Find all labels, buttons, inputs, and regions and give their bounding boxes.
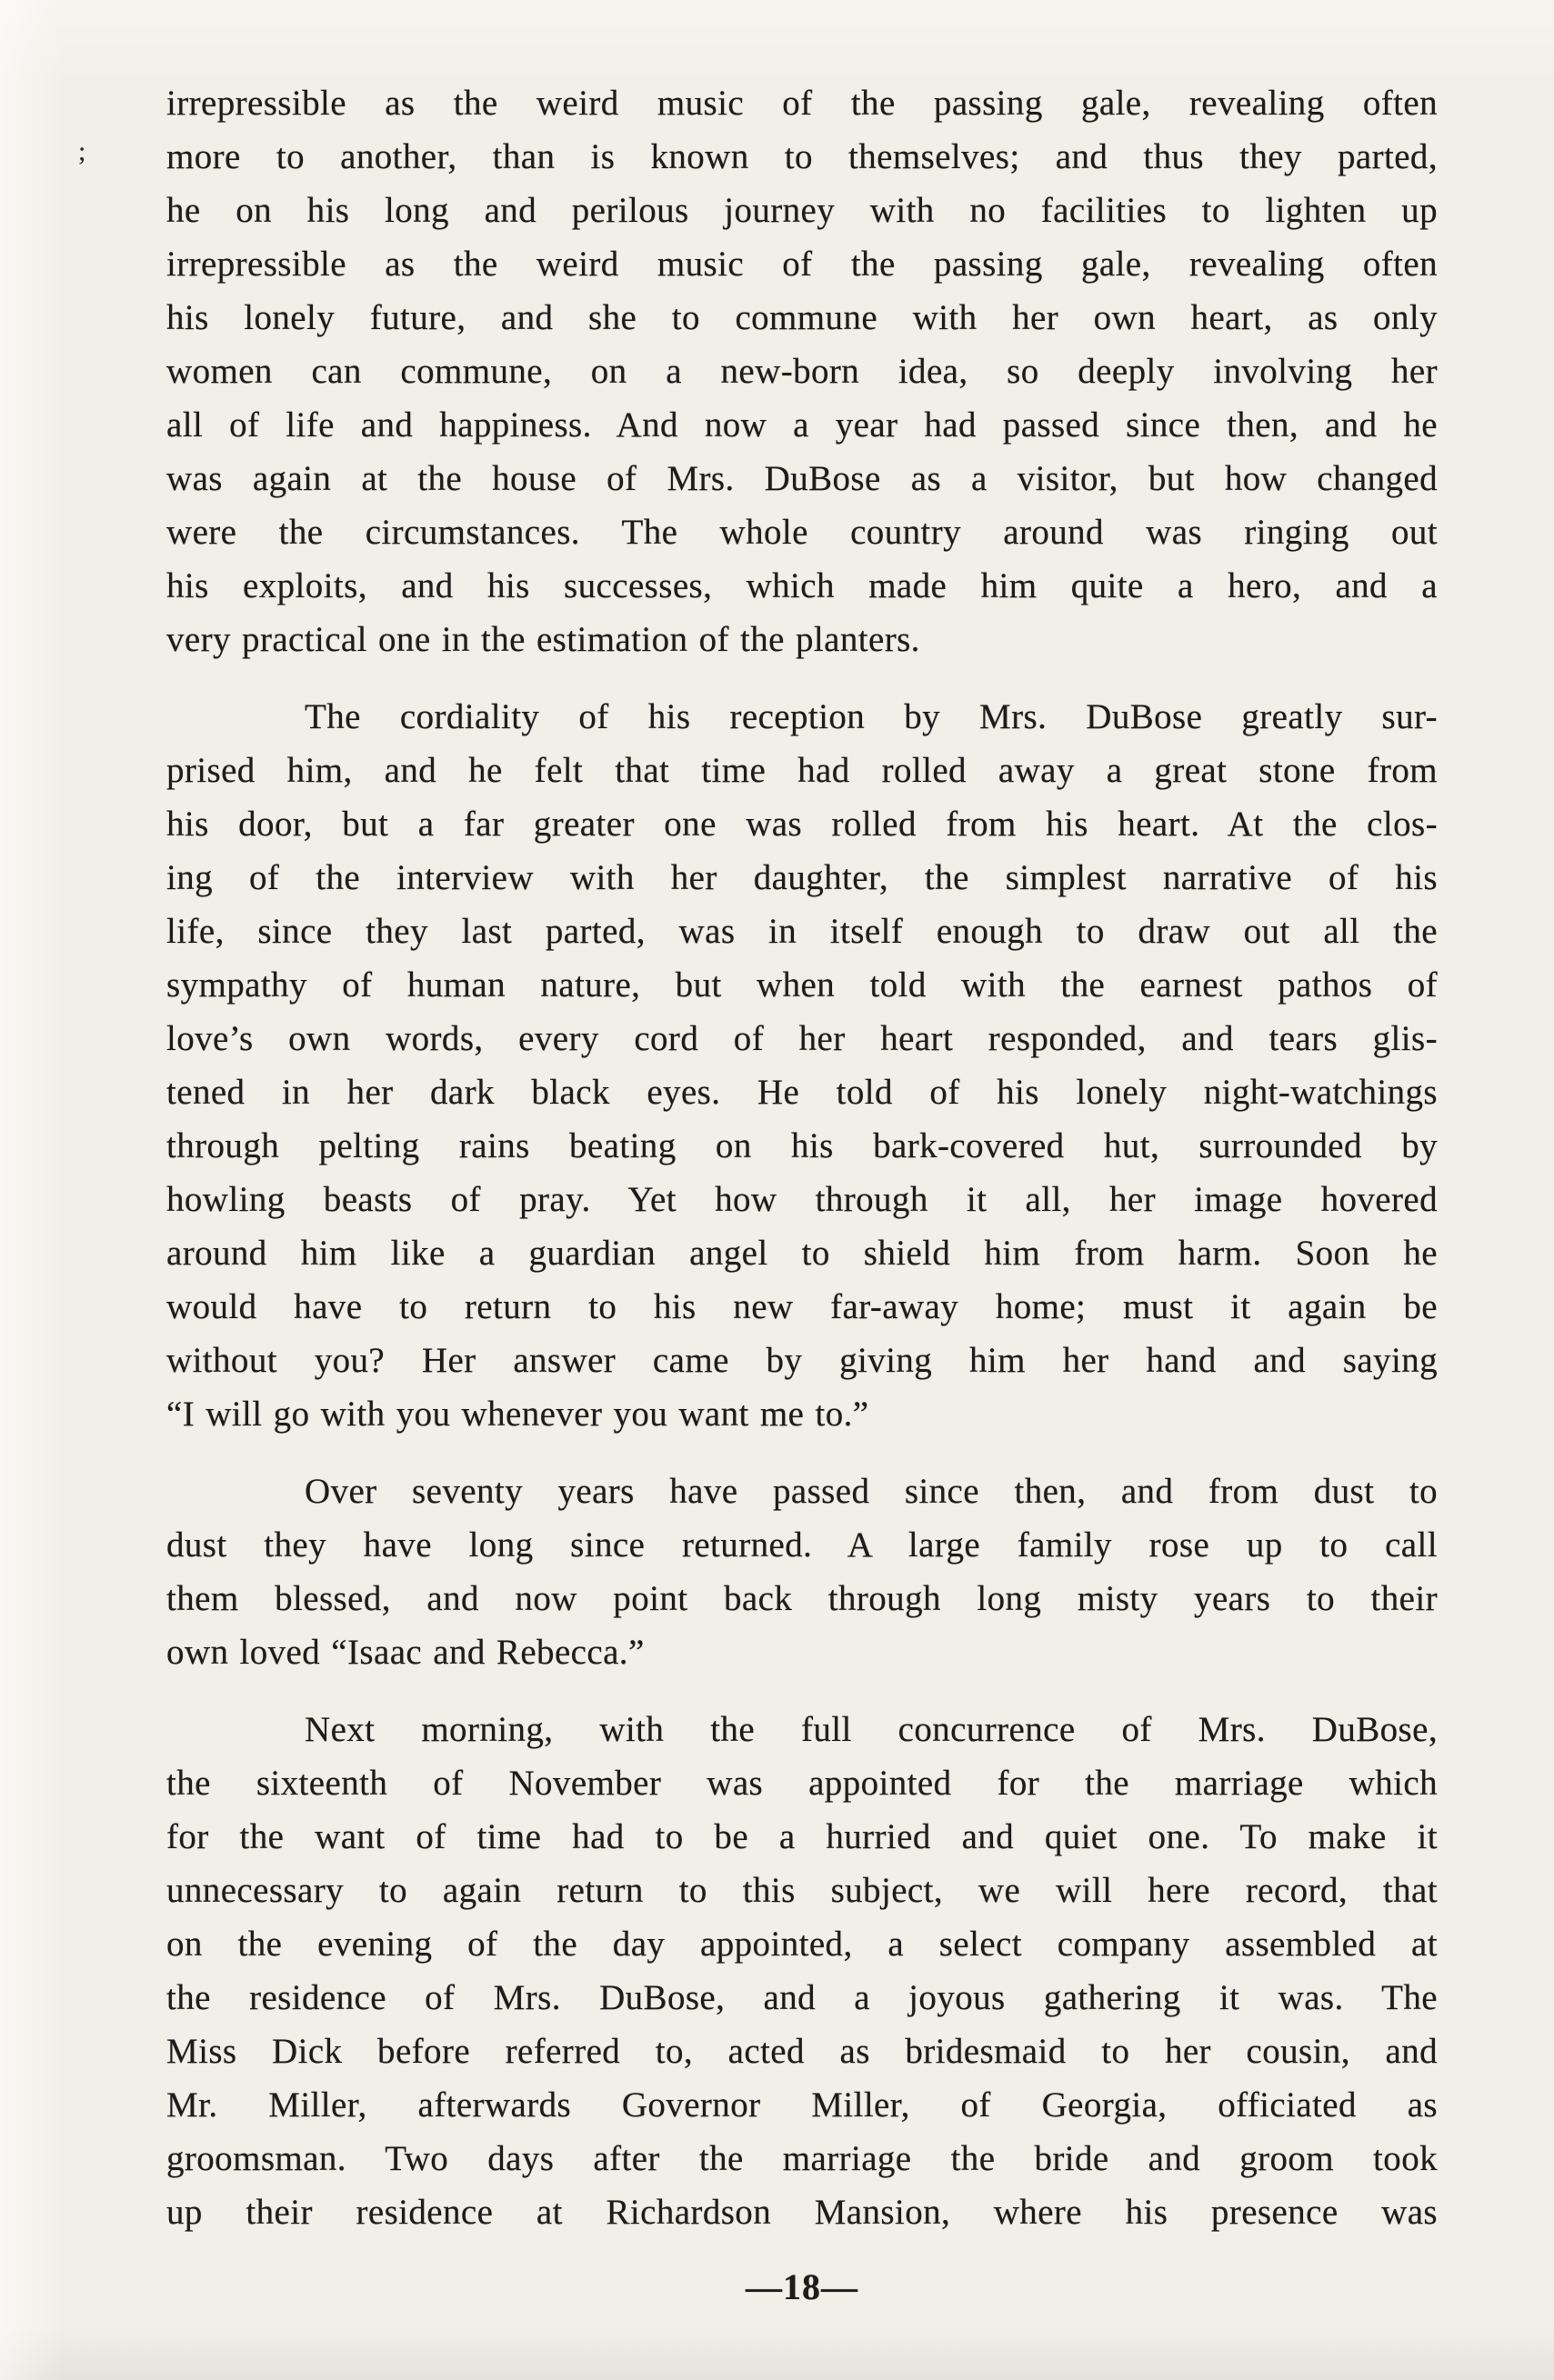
text-line: for the want of time had to be a hurried and quiet one. To make it bbox=[166, 1817, 1438, 1856]
text-line: them blessed, and now point back through long misty years to their bbox=[166, 1579, 1438, 1618]
text-line: would have to return to his new far-away home; must it again be bbox=[166, 1287, 1438, 1326]
text-line: very practical one in the estimation of the planters. bbox=[166, 620, 920, 659]
text-line: his door, but a far greater one was rolled from his heart. At the clos- bbox=[166, 805, 1438, 844]
text-line: the residence of Mrs. DuBose, and a joyous gathering it was. The bbox=[166, 1978, 1438, 2017]
text-line: irrepressible as the weird music of the passing gale, revealing often bbox=[166, 245, 1438, 284]
text-line: without you? Her answer came by giving him her hand and saying bbox=[166, 1341, 1438, 1380]
text-line: the sixteenth of November was appointed for the marriage which bbox=[166, 1764, 1438, 1803]
text-line: life, since they last parted, was in itself enough to draw out all the bbox=[166, 912, 1438, 951]
text-line: groomsman. Two days after the marriage the bride and groom took bbox=[166, 2139, 1438, 2178]
text-line: Miss Dick before referred to, acted as bridesmaid to her cousin, and bbox=[166, 2032, 1438, 2071]
paragraph bbox=[166, 1465, 1438, 1679]
text-line: Next morning, with the full concurrence of Mrs. DuBose, bbox=[305, 1710, 1438, 1749]
text-line: around him like a guardian angel to shield him from harm. Soon he bbox=[166, 1234, 1438, 1273]
text-line: howling beasts of pray. Yet how through it all, her image hovered bbox=[166, 1180, 1438, 1219]
text-line: love’s own words, every cord of her heart responded, and tears glis- bbox=[166, 1019, 1438, 1058]
text-line: prised him, and he felt that time had rolled away a great stone from bbox=[166, 751, 1438, 790]
text-line: irrepressible as the weird music of the passing gale, revealing often bbox=[166, 84, 1438, 123]
text-line: Over seventy years have passed since then, and from dust to bbox=[305, 1472, 1438, 1511]
page-text-block bbox=[166, 76, 1438, 2239]
page-number: —18— bbox=[746, 2266, 858, 2307]
text-line: his lonely future, and she to commune with her own heart, as only bbox=[166, 298, 1438, 337]
text-line: own loved “Isaac and Rebecca.” bbox=[166, 1633, 645, 1672]
text-line: his exploits, and his successes, which made him quite a hero, and a bbox=[166, 566, 1438, 605]
paragraph bbox=[166, 1703, 1438, 2239]
paragraph bbox=[166, 690, 1438, 1441]
text-line: ing of the interview with her daughter, the simplest narrative of his bbox=[166, 858, 1438, 897]
text-line: dust they have long since returned. A large family rose up to call bbox=[166, 1525, 1438, 1565]
text-line: were the circumstances. The whole country around was ringing out bbox=[166, 513, 1438, 552]
text-line: “I will go with you whenever you want me to.” bbox=[166, 1395, 869, 1434]
text-line: up their residence at Richardson Mansion, where his presence was bbox=[166, 2193, 1438, 2232]
text-line: through pelting rains beating on his bark-covered hut, surrounded by bbox=[166, 1126, 1438, 1165]
text-line: The cordiality of his reception by Mrs. DuBose greatly sur- bbox=[305, 697, 1438, 736]
text-line: more to another, than is known to themselves; and thus they parted, bbox=[166, 137, 1438, 176]
text-line: all of life and happiness. And now a year had passed since then, and he bbox=[166, 405, 1438, 445]
margin-stray-mark: ; bbox=[78, 136, 86, 166]
text-line: tened in her dark black eyes. He told of his lonely night-watchings bbox=[166, 1073, 1438, 1112]
text-line: he on his long and perilous journey with no facilities to lighten up bbox=[166, 191, 1438, 230]
text-line: women can commune, on a new-born idea, so deeply involving her bbox=[166, 352, 1438, 391]
text-line: sympathy of human nature, but when told with the earnest pathos of bbox=[166, 965, 1438, 1005]
text-line: was again at the house of Mrs. DuBose as a visitor, but how changed bbox=[166, 459, 1438, 498]
text-line: Mr. Miller, afterwards Governor Miller, of Georgia, officiated as bbox=[166, 2085, 1438, 2125]
paragraph bbox=[166, 76, 1438, 666]
text-line: on the evening of the day appointed, a select company assembled at bbox=[166, 1925, 1438, 1964]
text-line: unnecessary to again return to this subject, we will here record, that bbox=[166, 1871, 1438, 1910]
